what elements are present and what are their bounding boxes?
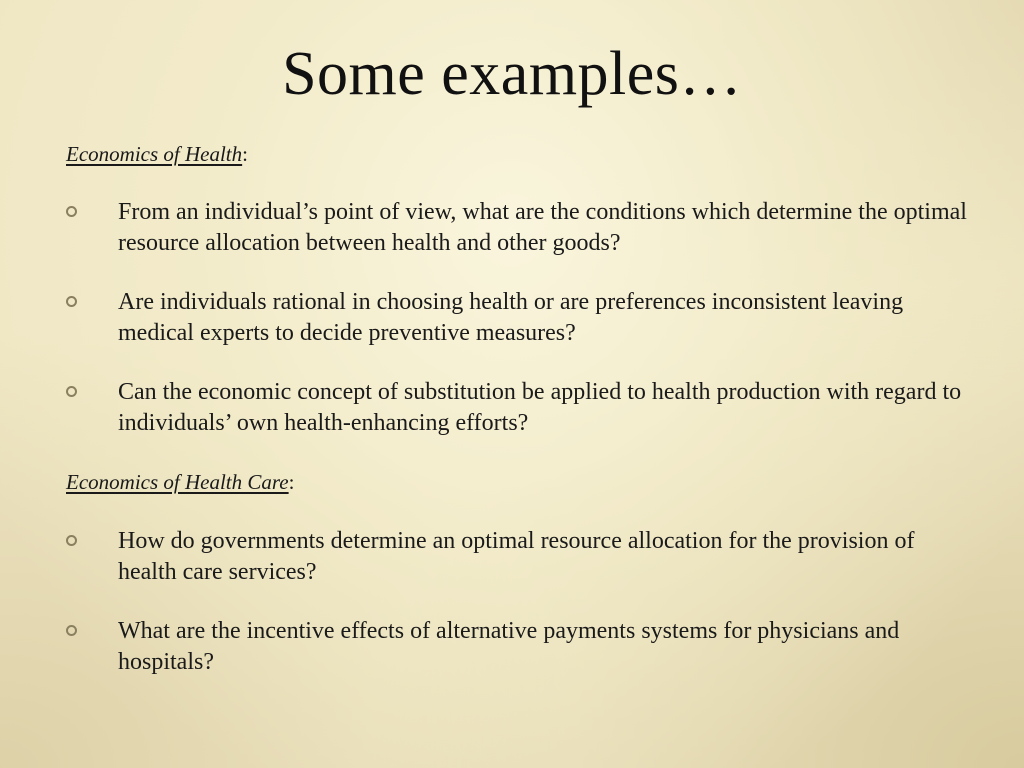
circle-bullet-icon [66,386,77,397]
section-heading-text: Economics of Health Care [66,470,289,494]
section-heading-text: Economics of Health [66,142,243,166]
bullet-text: Can the economic concept of substitution be applied to health production with regard to individuals’ own health-enhancing efforts? [118,379,962,436]
section-heading-colon: : [288,470,295,494]
circle-bullet-icon [66,296,77,307]
circle-bullet-icon [66,625,77,636]
bullet-text: From an individual’s point of view, what are the conditions which determine the optimal resource allocation between health and other goods? [118,199,967,256]
circle-bullet-icon [66,206,77,217]
bullet-text: Are individuals rational in choosing health or are preferences inconsistent leaving medical experts to decide preventive measures? [118,289,904,346]
section-heading-economics-of-health [66,140,248,168]
bullet-text: How do governments determine an optimal resource allocation for the provision of health care services? [118,528,915,585]
circle-bullet-icon [66,535,77,546]
section-heading-colon: : [242,142,248,166]
bullet-text: What are the incentive effects of alternative payments systems for physicians and hospitals? [118,618,900,675]
slide-title: Some examples… [282,40,742,108]
section-heading-economics-of-health-care [66,468,294,496]
